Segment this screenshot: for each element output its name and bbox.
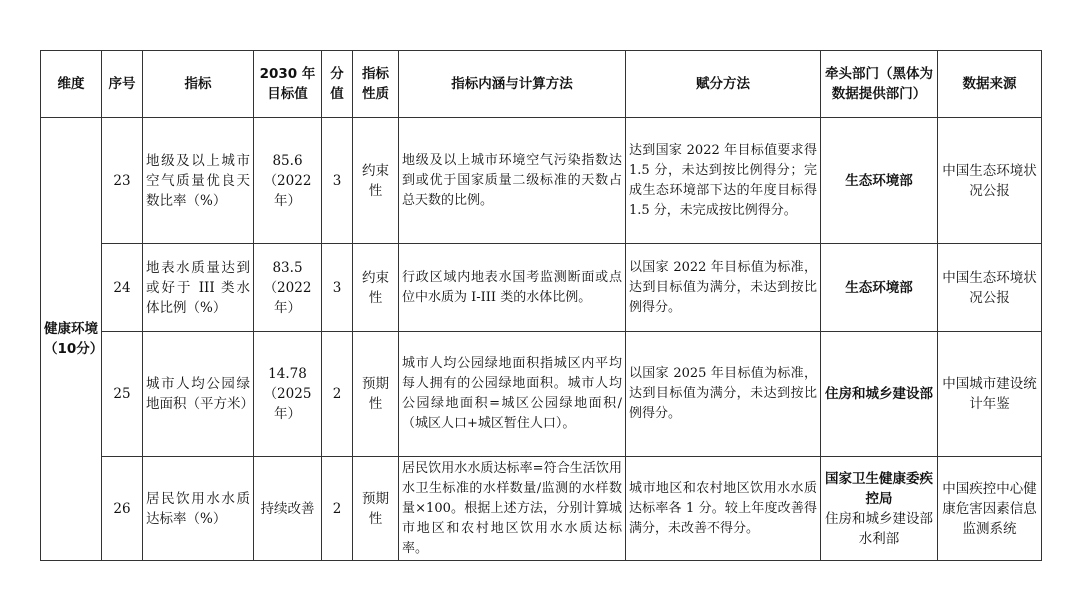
row-target: 83.5（2022年） [254, 244, 322, 332]
row-nature: 预期性 [353, 332, 399, 457]
row-scoring: 以国家 2025 年目标值为标准，达到目标值为满分，未达到按比例得分。 [626, 332, 821, 457]
row-definition: 居民饮用水水质达标率=符合生活饮用水卫生标准的水样数量/监测的水样数量×100。根据上述方法，分别计算城市地区和农村地区饮用水水质达标率。 [399, 457, 626, 561]
row-indicator: 地表水质量达到或好于 III 类水体比例（%） [143, 244, 254, 332]
row-score: 2 [322, 457, 353, 561]
dimension-cell: 健康环境（10分） [41, 118, 102, 561]
row-nature: 预期性 [353, 457, 399, 561]
header-source: 数据来源 [938, 51, 1042, 118]
row-no: 23 [102, 118, 143, 244]
row-score: 2 [322, 332, 353, 457]
row-indicator: 城市人均公园绿地面积（平方米） [143, 332, 254, 457]
row-score: 3 [322, 244, 353, 332]
header-nature: 指标性质 [353, 51, 399, 118]
header-indicator: 指标 [143, 51, 254, 118]
header-definition: 指标内涵与计算方法 [399, 51, 626, 118]
table-row [41, 244, 1042, 332]
dept-bold: 住房和城乡建设部 [825, 386, 933, 402]
row-lead-dept [821, 332, 938, 457]
table-row [41, 457, 1042, 561]
header-dimension: 维度 [41, 51, 102, 118]
table-row [41, 118, 1042, 244]
header-score: 分值 [322, 51, 353, 118]
row-target: 14.78（2025年） [254, 332, 322, 457]
row-nature: 约束性 [353, 244, 399, 332]
indicator-table [40, 50, 1042, 561]
header-scoring: 赋分方法 [626, 51, 821, 118]
row-no: 26 [102, 457, 143, 561]
row-no: 25 [102, 332, 143, 457]
row-lead-dept [821, 457, 938, 561]
row-scoring: 城市地区和农村地区饮用水水质达标率各 1 分。较上年度改善得满分，未改善不得分。 [626, 457, 821, 561]
table-row [41, 332, 1042, 457]
row-target: 持续改善 [254, 457, 322, 561]
row-source: 中国城市建设统计年鉴 [938, 332, 1042, 457]
row-lead-dept [821, 118, 938, 244]
row-definition: 城市人均公园绿地面积指城区内平均每人拥有的公园绿地面积。城市人均公园绿地面积=城区公园绿地面积/（城区人口+城区暂住人口）。 [399, 332, 626, 457]
row-source: 中国生态环境状况公报 [938, 118, 1042, 244]
row-nature: 约束性 [353, 118, 399, 244]
row-source: 中国疾控中心健康危害因素信息监测系统 [938, 457, 1042, 561]
row-source: 中国生态环境状况公报 [938, 244, 1042, 332]
header-target: 2030 年目标值 [254, 51, 322, 118]
row-score: 3 [322, 118, 353, 244]
row-target: 85.6（2022年） [254, 118, 322, 244]
row-definition: 地级及以上城市环境空气污染指数达到或优于国家质量二级标准的天数占总天数的比例。 [399, 118, 626, 244]
row-scoring: 以国家 2022 年目标值为标准，达到目标值为满分，未达到按比例得分。 [626, 244, 821, 332]
dept-other: 住房和城乡建设部 水利部 [825, 510, 933, 547]
row-definition: 行政区域内地表水国考监测断面或点位中水质为 I-III 类的水体比例。 [399, 244, 626, 332]
dept-bold: 生态环境部 [845, 172, 913, 189]
row-lead-dept [821, 244, 938, 332]
header-index-no: 序号 [102, 51, 143, 118]
header-row [41, 51, 1042, 118]
row-no: 24 [102, 244, 143, 332]
row-scoring: 达到国家 2022 年目标值要求得 1.5 分，未达到按比例得分；完成生态环境部下达的年度目标得 1.5 分，未完成按比例得分。 [626, 118, 821, 244]
header-lead-dept: 牵头部门（黑体为数据提供部门） [821, 51, 938, 118]
row-indicator: 居民饮用水水质达标率（%） [143, 457, 254, 561]
dept-bold: 生态环境部 [845, 279, 913, 296]
row-indicator: 地级及以上城市空气质量优良天数比率（%） [143, 118, 254, 244]
dept-bold: 国家卫生健康委疾控局 [825, 470, 933, 507]
